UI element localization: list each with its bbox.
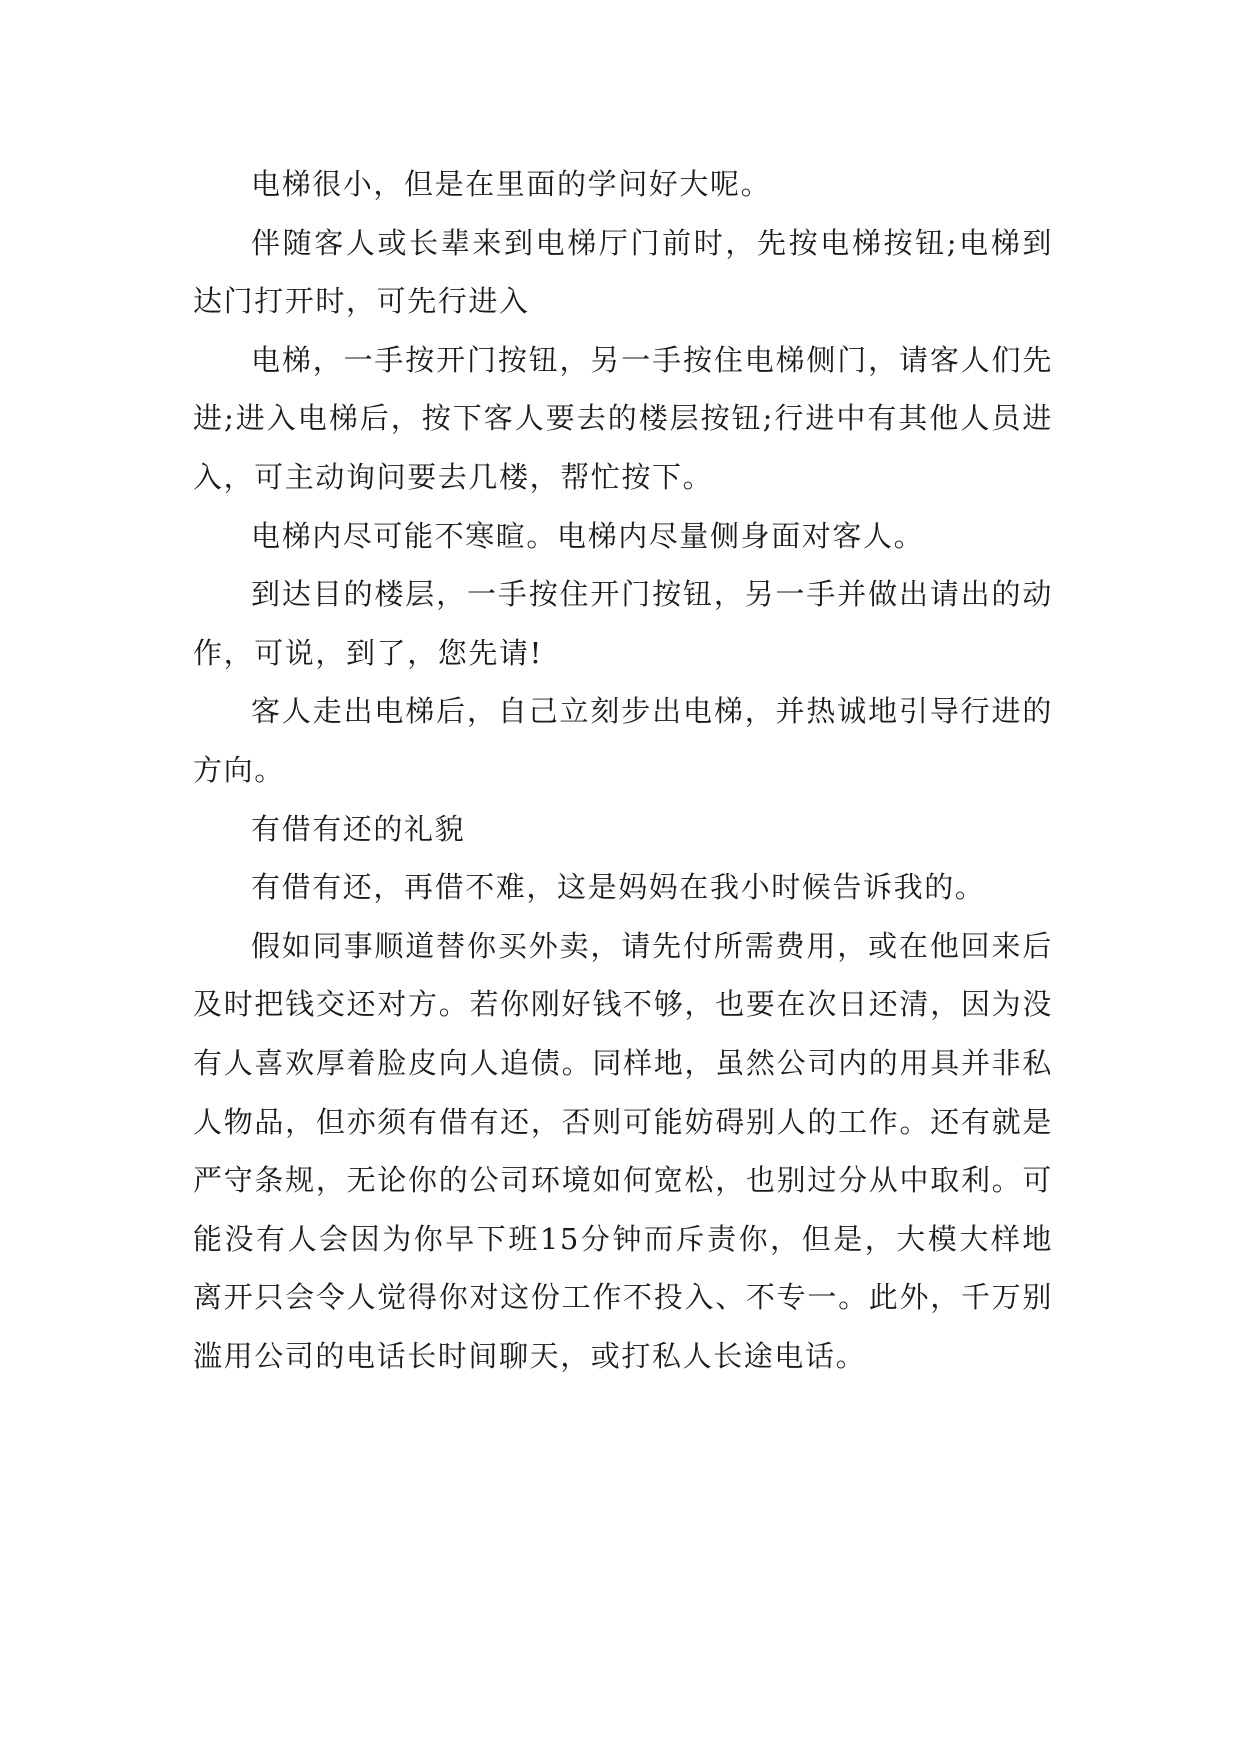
paragraph: 客人走出电梯后，自己立刻步出电梯，并热诚地引导行进的方向。	[193, 694, 1053, 787]
document-body	[193, 155, 1053, 1385]
paragraph: 有借有还，再借不难，这是妈妈在我小时候告诉我的。	[251, 870, 986, 905]
paragraph: 假如同事顺道替你买外卖，请先付所需费用，或在他回来后及时把钱交还对方。若你刚好钱不够，也要在次日还清，因为没有人喜欢厚着脸皮向人追债。同样地，虽然公司内的用具并非私人物品，但亦须有借有还，否则可能妨碍别人的工作。还有就是严守条规，无论你的公司环境如何宽松，也别过分从中取利。可能没有人会因为你早下班15分钟而斥责你，但是，大模大样地离开只会令人觉得你对这份工作不投入、不专一。此外，千万别滥用公司的电话长时间聊天，或打私人长途电话。	[193, 928, 1053, 1373]
paragraph: 电梯内尽可能不寒暄。电梯内尽量侧身面对客人。	[251, 518, 925, 553]
paragraph: 电梯，一手按开门按钮，另一手按住电梯侧门，请客人们先进;进入电梯后，按下客人要去的楼层按钮;行进中有其他人员进入，可主动询问要去几楼，帮忙按下。	[193, 342, 1053, 494]
paragraph: 电梯很小，但是在里面的学问好大呢。	[251, 167, 772, 201]
paragraph: 到达目的楼层，一手按住开门按钮，另一手并做出请出的动作，可说，到了，您先请!	[193, 577, 1053, 670]
paragraph: 伴随客人或长辈来到电梯厅门前时，先按电梯按钮;电梯到达门打开时，可先行进入	[193, 225, 1053, 319]
section-heading: 有借有还的礼貌	[251, 811, 466, 846]
